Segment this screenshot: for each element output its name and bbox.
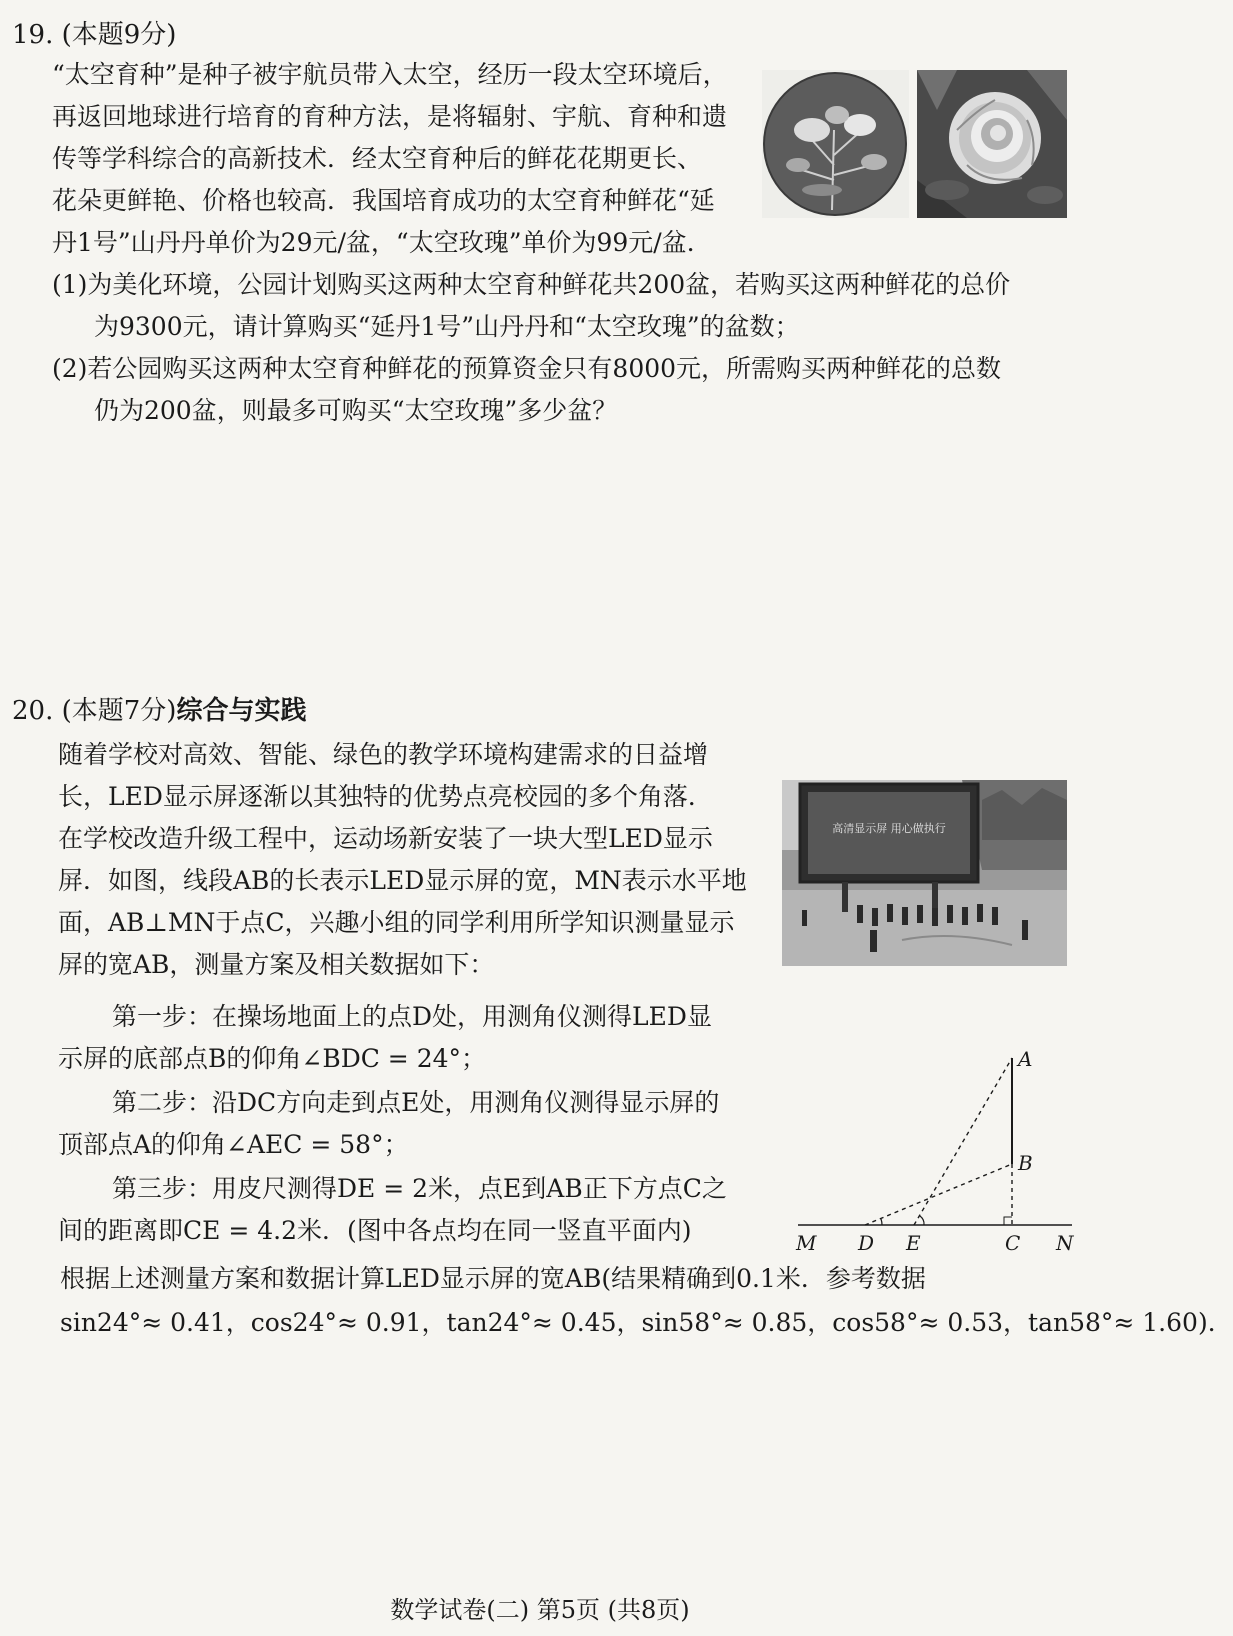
space-rose-photo — [917, 70, 1067, 218]
q20-intro-line-6: 屏的宽AB，测量方案及相关数据如下： — [58, 950, 495, 979]
q19-header: 19. (本题9分) — [12, 20, 177, 50]
label-d: D — [858, 1231, 875, 1255]
page-footer: 数学试卷(二) 第5页 (共8页) — [390, 1596, 690, 1624]
q20-intro-line-5: 面，AB⊥MN于点C，兴趣小组的同学利用所学知识测量显示 — [58, 908, 735, 937]
q19-line-2: 再返回地球进行培育的育种方法，是将辐射、宇航、育种和遗 — [52, 102, 728, 131]
q19-line-3: 传等学科综合的高新技术．经太空育种后的鲜花花期更长、 — [52, 144, 703, 173]
q19-line-5: 丹1号”山丹丹单价为29元/盆，“太空玫瑰”单价为99元/盆． — [52, 228, 712, 257]
angle-mark-e — [920, 1216, 924, 1225]
q19-part2-line-1: (2)若公园购买这两种太空育种鲜花的预算资金只有8000元，所需购买两种鲜花的总数 — [52, 354, 1002, 383]
q20-header-score: 20. (本题7分) — [12, 696, 177, 726]
space-flower-circle-photo — [762, 70, 909, 218]
q19-line-4: 花朵更鲜艳、价格也较高．我国培育成功的太空育种鲜花“延 — [52, 186, 715, 215]
label-a: A — [1018, 1047, 1033, 1071]
label-n: N — [1056, 1231, 1074, 1255]
q20-header — [12, 694, 306, 728]
q20-step-2-line-1: 第二步：沿DC方向走到点E处，用测角仪测得显示屏的 — [112, 1088, 720, 1117]
q20-intro-line-1: 随着学校对高效、智能、绿色的教学环境构建需求的日益增 — [58, 740, 709, 769]
label-c: C — [1005, 1231, 1021, 1255]
q20-step-3-line-2: 间的距离即CE = 4.2米．(图中各点均在同一竖直平面内) — [58, 1216, 692, 1245]
q20-step-1-line-1: 第一步：在操场地面上的点D处，用测角仪测得LED显 — [112, 1002, 712, 1031]
q20-step-2-line-2: 顶部点A的仰角∠AEC = 58°； — [58, 1130, 409, 1159]
q20-intro-line-2: 长，LED显示屏逐渐以其独特的优势点亮校园的多个角落． — [58, 782, 713, 811]
label-b: B — [1018, 1151, 1033, 1175]
geometry-figure — [790, 1040, 1080, 1255]
label-e: E — [906, 1231, 921, 1255]
q19-line-1: “太空育种”是种子被宇航员带入太空，经历一段太空环境后， — [52, 60, 728, 89]
label-m: M — [796, 1231, 817, 1255]
q19-part1-line-2: 为9300元，请计算购买“延丹1号”山丹丹和“太空玫瑰”的盆数； — [94, 312, 800, 341]
q19-part2-line-2: 仍为200盆，则最多可购买“太空玫瑰”多少盆？ — [94, 396, 618, 425]
q20-conclusion-line-1: 根据上述测量方案和数据计算LED显示屏的宽AB(结果精确到0.1米．参考数据 — [60, 1264, 926, 1293]
led-screen-photo — [782, 780, 1067, 966]
q19-part1-line-1: (1)为美化环境，公园计划购买这两种太空育种鲜花共200盆，若购买这两种鲜花的总价 — [52, 270, 1011, 299]
led-screen-caption: 高清显示屏 用心做执行 — [832, 822, 946, 835]
q20-step-3-line-1: 第三步：用皮尺测得DE = 2米，点E到AB正下方点C之 — [112, 1174, 727, 1203]
sightline-db — [865, 1164, 1012, 1225]
angle-mark-d — [881, 1219, 882, 1225]
q20-intro-line-3: 在学校改造升级工程中，运动场新安装了一块大型LED显示 — [58, 824, 713, 853]
right-angle-mark — [1004, 1217, 1012, 1225]
q20-step-1-line-2: 示屏的底部点B的仰角∠BDC = 24°； — [58, 1044, 487, 1073]
sightline-ea — [914, 1058, 1012, 1225]
q20-conclusion-line-2: sin24°≈ 0.41，cos24°≈ 0.91，tan24°≈ 0.45，sin58°≈ 0.85，cos58°≈ 0.53，tan58°≈ 1.60)． — [60, 1308, 1233, 1337]
q20-header-title: 综合与实践 — [176, 696, 307, 726]
q20-intro-line-4: 屏．如图，线段AB的长表示LED显示屏的宽，MN表示水平地 — [58, 866, 747, 895]
